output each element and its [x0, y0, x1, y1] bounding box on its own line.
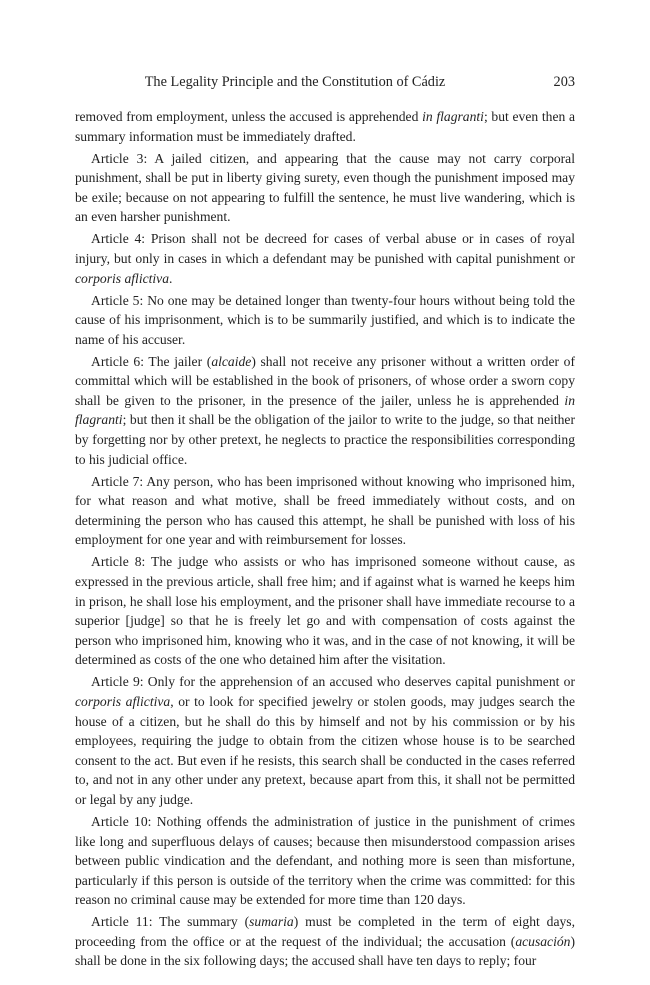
text-run: Article 3: A jailed citizen, and appearing that the cause may not carry corporal punishment, shall be put in liberty giving surety, even though the punishment imposed may be exile; because on not appearing to fulfill the sentence, he must live wandering, which is an even harsher punishment.: [75, 150, 575, 225]
text-run: removed from employment, unless the accused is apprehended: [75, 109, 423, 124]
italic-text: corporis aflictiva: [75, 693, 171, 709]
italic-text: alcaide: [211, 353, 252, 369]
text-run: ) shall be done in the six following days; the accused shall have ten days to reply; four: [75, 933, 575, 969]
paragraph: [75, 229, 575, 288]
paragraph: [75, 552, 575, 670]
text-run: Article 11: The summary (: [91, 914, 250, 930]
paragraph: [75, 472, 575, 550]
italic-text: in flagranti: [422, 109, 484, 124]
paragraph: [75, 149, 575, 227]
running-title: The Legality Principle and the Constitution of Cádiz: [144, 74, 446, 90]
paragraph: [75, 812, 575, 910]
text-run: .: [169, 270, 173, 286]
text-run: ) shall not receive any prisoner without a written order of committal which will be established in the book of prisoners, of whose order a sworn copy shall be given to the prisoner, in the presence of the jailer, unless he is apprehended: [75, 353, 576, 408]
text-run: Article 5: No one may be detained longer than twenty-four hours without being told the cause of his imprisonment, which is to be summarily justified, and which is to indicate the name of his accuser.: [75, 292, 575, 347]
text-run: Article 6: The jailer (: [91, 353, 212, 369]
text-run: ; but even then a summary information must be immediately drafted.: [75, 109, 576, 144]
text-run: Article 4: Prison shall not be decreed for cases of verbal abuse or in cases of royal injury, but only in cases in which a defendant may be punished with capital punishment or: [75, 231, 575, 266]
paragraph: [75, 352, 575, 470]
text-run: Article 7: Any person, who has been imprisoned without knowing who imprisoned him, for what reason and what motive, shall be freed immediately without costs, and on determining the person who has caused this attempt, he shall be punished with loss of his employment for one year and with reimbursement for losses.: [75, 473, 575, 548]
page-number: 203: [553, 74, 575, 90]
paragraph: [75, 912, 575, 971]
paragraph: [75, 107, 575, 146]
italic-text: acusación: [515, 933, 571, 949]
paragraph: [75, 672, 575, 809]
body-text: [75, 107, 575, 973]
text-run: Article 9: Only for the apprehension of an accused who deserves capital punishment or: [91, 674, 575, 690]
text-run: , or to look for specified jewelry or stolen goods, may judges search the house of a citizen, but he shall do this by himself and not by his commission or by his employees, requiring the judge to obtain from the citizen whose house is to be searched consent to the act. But even if he resists, this search shall be conducted in the cases referred to, and not in any other under any pretext, because apart from this, it shall not be permitted or legal by any judge.: [75, 693, 575, 807]
italic-text: corporis aflictiva: [75, 270, 170, 286]
italic-text: in flagranti: [75, 392, 575, 428]
text-run: ; but then it shall be the obligation of the jailor to write to the judge, so that neither by forgetting nor by other pretext, he neglects to practice the responsibilities corresponding to his judicial office.: [75, 412, 575, 467]
text-run: ) must be completed in the term of eight days, proceeding from the office or at the request of the individual; the accusation (: [75, 914, 575, 949]
running-header: [75, 72, 575, 92]
paragraph: [75, 291, 575, 350]
text-run: Article 8: The judge who assists or who has imprisoned someone without cause, as expressed in the previous article, shall free him; and if against what is warned he keeps him in prison, he shall lose his employment, and the prisoner shall have immediate recourse to a superior [judge] so that he is freely let go and with compensation of costs against the person who imprisoned him, knowing who it was, and in the case of not knowing, it will be determined as costs of the one who detained him after the visitation.: [75, 554, 575, 668]
text-run: Article 10: Nothing offends the administration of justice in the punishment of crimes like long and superfluous delays of causes; because then misunderstood compassion arises between public vindication and the defendant, and nothing more is seen than misfortune, particularly if this person is outside of the territory when the crime was committed: for this reason no criminal cause may be extended for more time than 120 days.: [75, 813, 575, 908]
italic-text: sumaria: [249, 914, 294, 930]
